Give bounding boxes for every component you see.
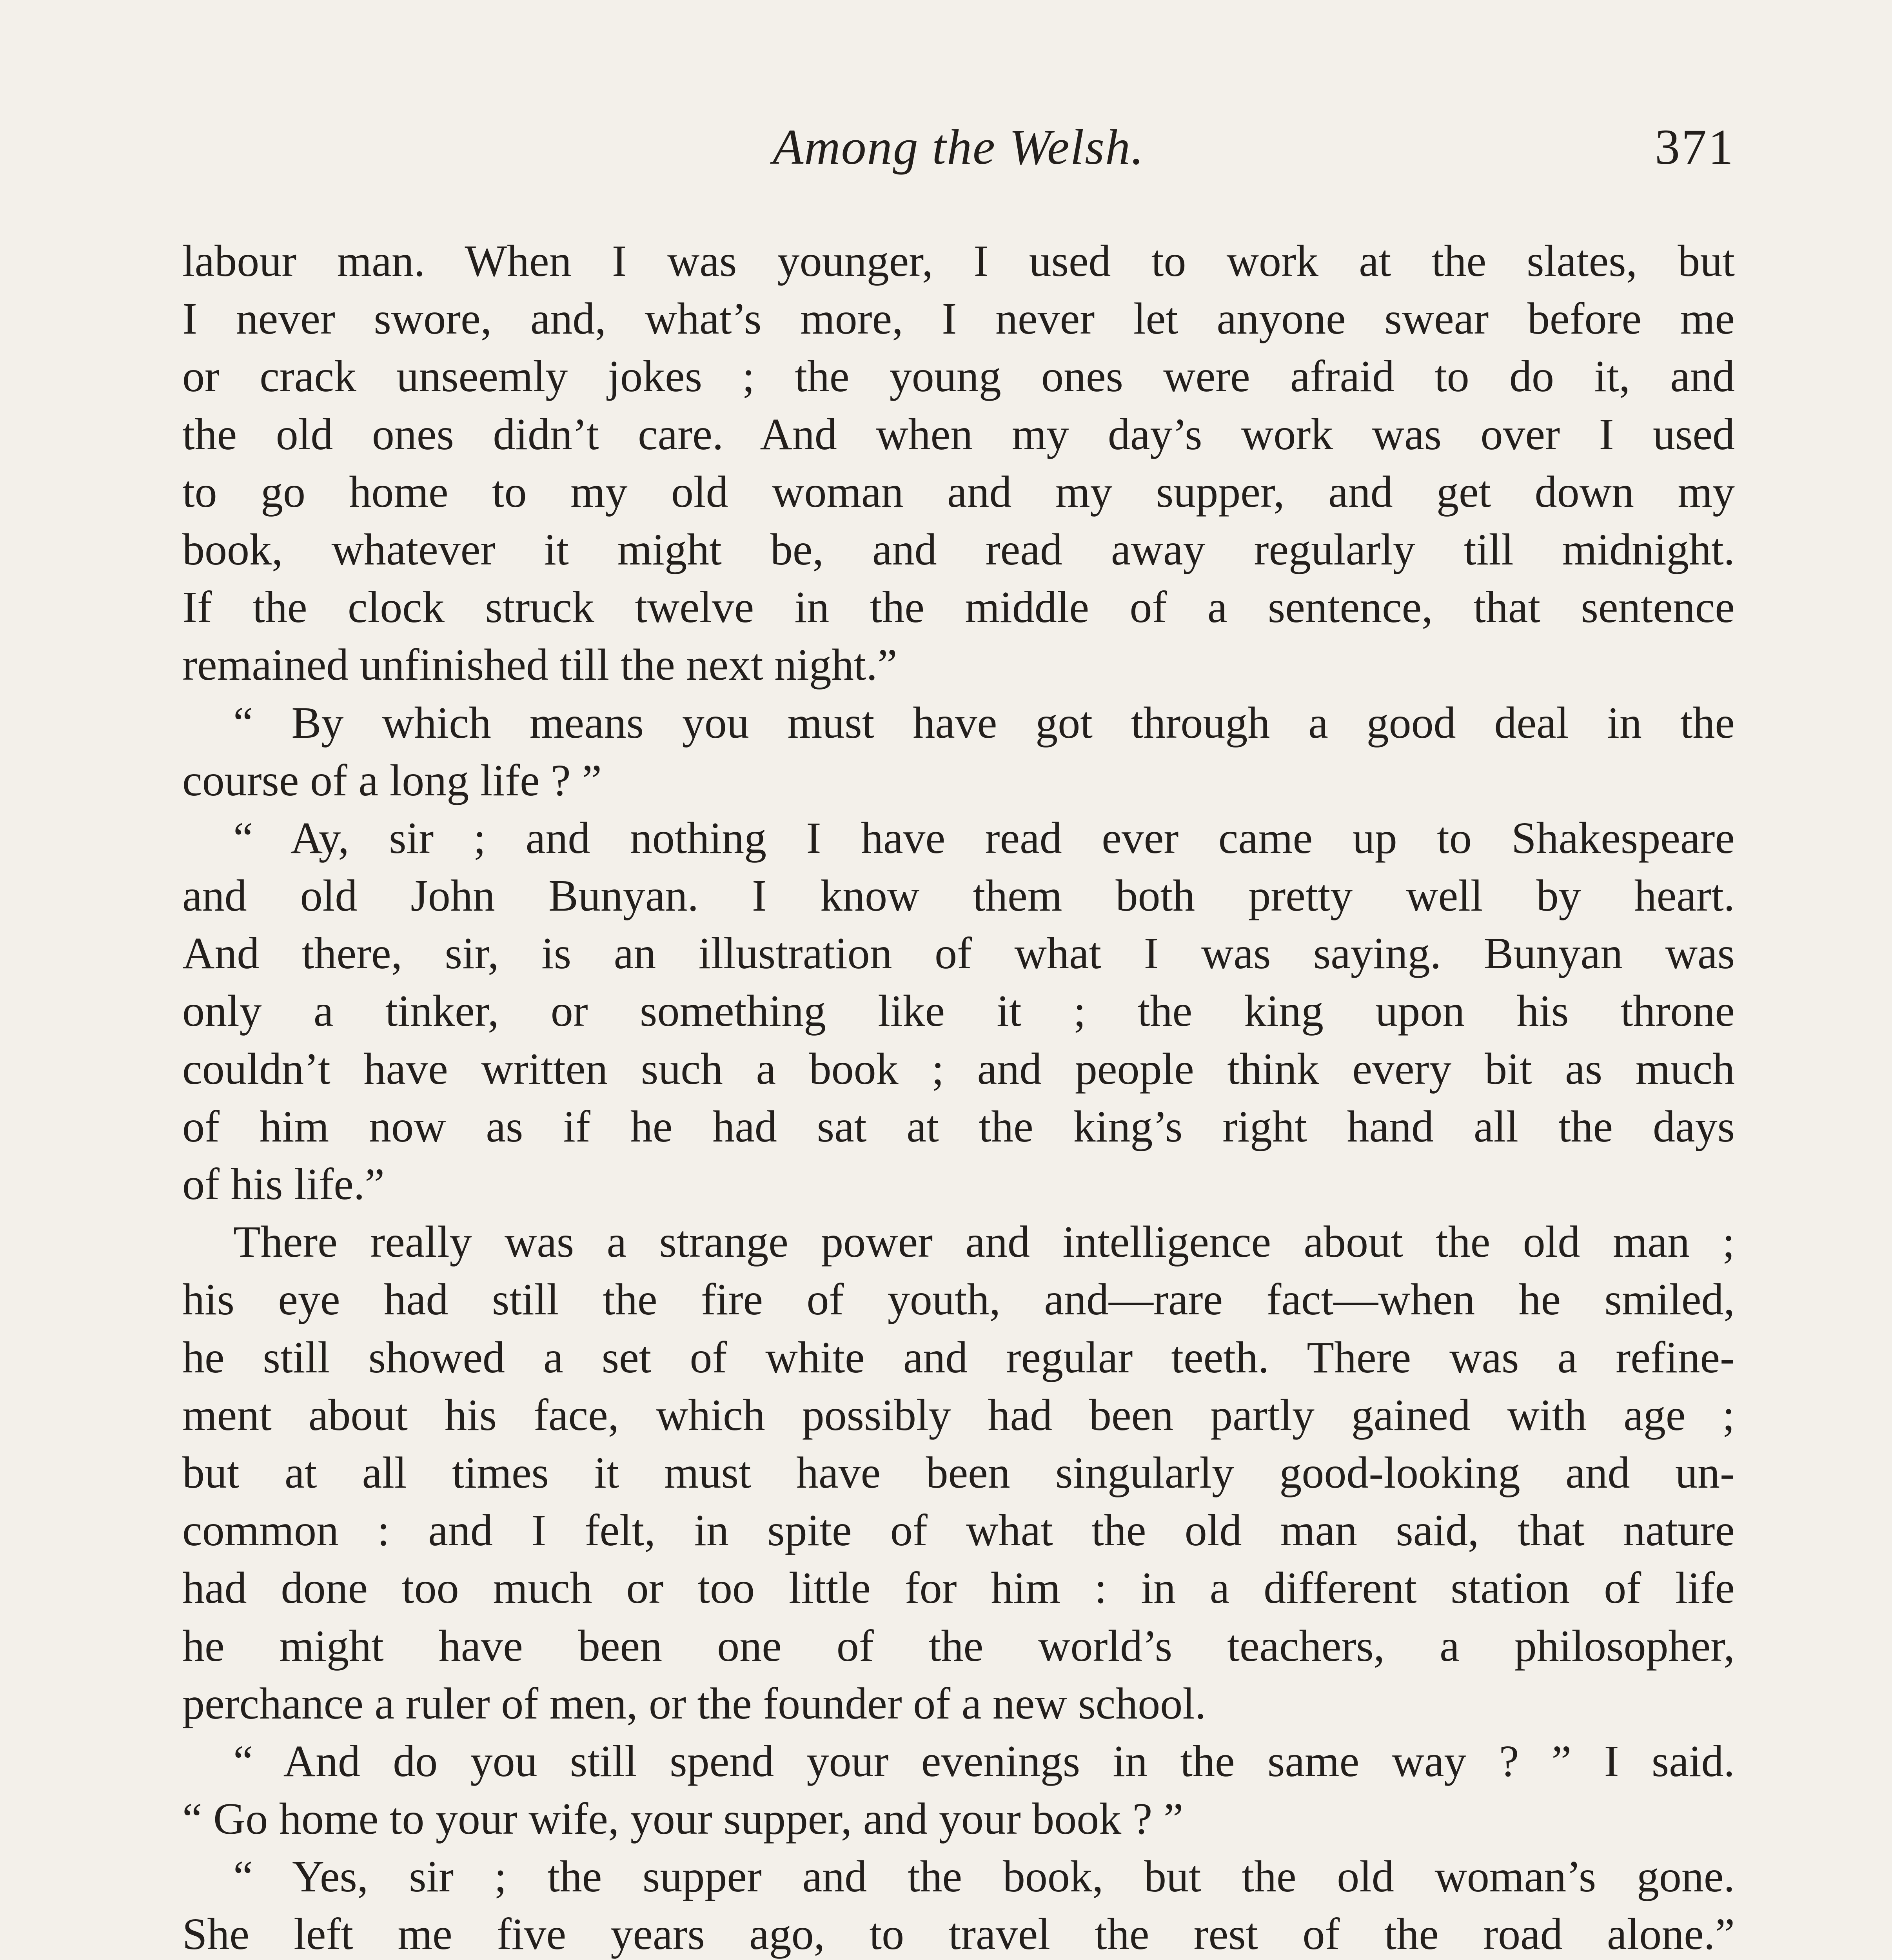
- text-line: remained unfinished till the next night.”: [182, 640, 897, 690]
- text-line: to go home to my old woman and my supper, and get down my: [182, 466, 1735, 517]
- page-header: [182, 110, 1735, 184]
- text-line: She left me five years ago, to travel the rest of the road alone.”: [182, 1909, 1735, 1959]
- text-line: “ Ay, sir ; and nothing I have read ever came up to Shakespeare: [233, 813, 1735, 863]
- text-line: “ By which means you must have got through a good deal in the: [233, 697, 1735, 748]
- text-line: I never swore, and, what’s more, I never let anyone swear before me: [182, 294, 1735, 344]
- text-line: “ Go home to your wife, your supper, and your book ? ”: [182, 1794, 1184, 1844]
- text-line: had done too much or too little for him : in a different station of life: [182, 1563, 1735, 1613]
- text-line: of his life.”: [182, 1159, 385, 1209]
- text-line: couldn’t have written such a book ; and people think every bit as much: [182, 1044, 1735, 1094]
- text-line: he might have been one of the world’s teachers, a philosopher,: [182, 1621, 1735, 1671]
- text-line: or crack unseemly jokes ; the young ones were afraid to do it, and: [182, 351, 1735, 401]
- page-number: 371: [1655, 119, 1735, 175]
- text-line: There really was a strange power and intelligence about the old man ;: [233, 1217, 1735, 1267]
- text-line: his eye had still the fire of youth, and—rare fact—when he smiled,: [182, 1274, 1735, 1325]
- text-line: the old ones didn’t care. And when my day’s work was over I used: [182, 409, 1735, 459]
- text-line: course of a long life ? ”: [182, 755, 602, 805]
- running-title: Among the Welsh.: [772, 119, 1145, 175]
- text-line: “ And do you still spend your evenings in the same way ? ” I said.: [233, 1736, 1735, 1786]
- text-line: and old John Bunyan. I know them both pretty well by heart.: [182, 871, 1735, 921]
- text-line: ment about his face, which possibly had been partly gained with age ;: [182, 1390, 1735, 1440]
- text-line: common : and I felt, in spite of what the old man said, that nature: [182, 1505, 1735, 1555]
- text-line: “ Yes, sir ; the supper and the book, but the old woman’s gone.: [233, 1851, 1735, 1902]
- text-line: If the clock struck twelve in the middle of a sentence, that sentence: [182, 582, 1735, 632]
- body-text: [182, 232, 1735, 1960]
- text-line: perchance a ruler of men, or the founder of a new school.: [182, 1678, 1206, 1728]
- text-line: he still showed a set of white and regular teeth. There was a refine-: [182, 1332, 1735, 1382]
- text-line: book, whatever it might be, and read away regularly till midnight.: [182, 524, 1735, 574]
- text-line: only a tinker, or something like it ; the king upon his throne: [182, 986, 1735, 1036]
- text-line: labour man. When I was younger, I used to work at the slates, but: [182, 236, 1735, 286]
- text-line: but at all times it must have been singularly good-looking and un-: [182, 1447, 1735, 1497]
- text-line: of him now as if he had sat at the king’s right hand all the days: [182, 1101, 1735, 1151]
- text-line: And there, sir, is an illustration of what I was saying. Bunyan was: [182, 928, 1735, 978]
